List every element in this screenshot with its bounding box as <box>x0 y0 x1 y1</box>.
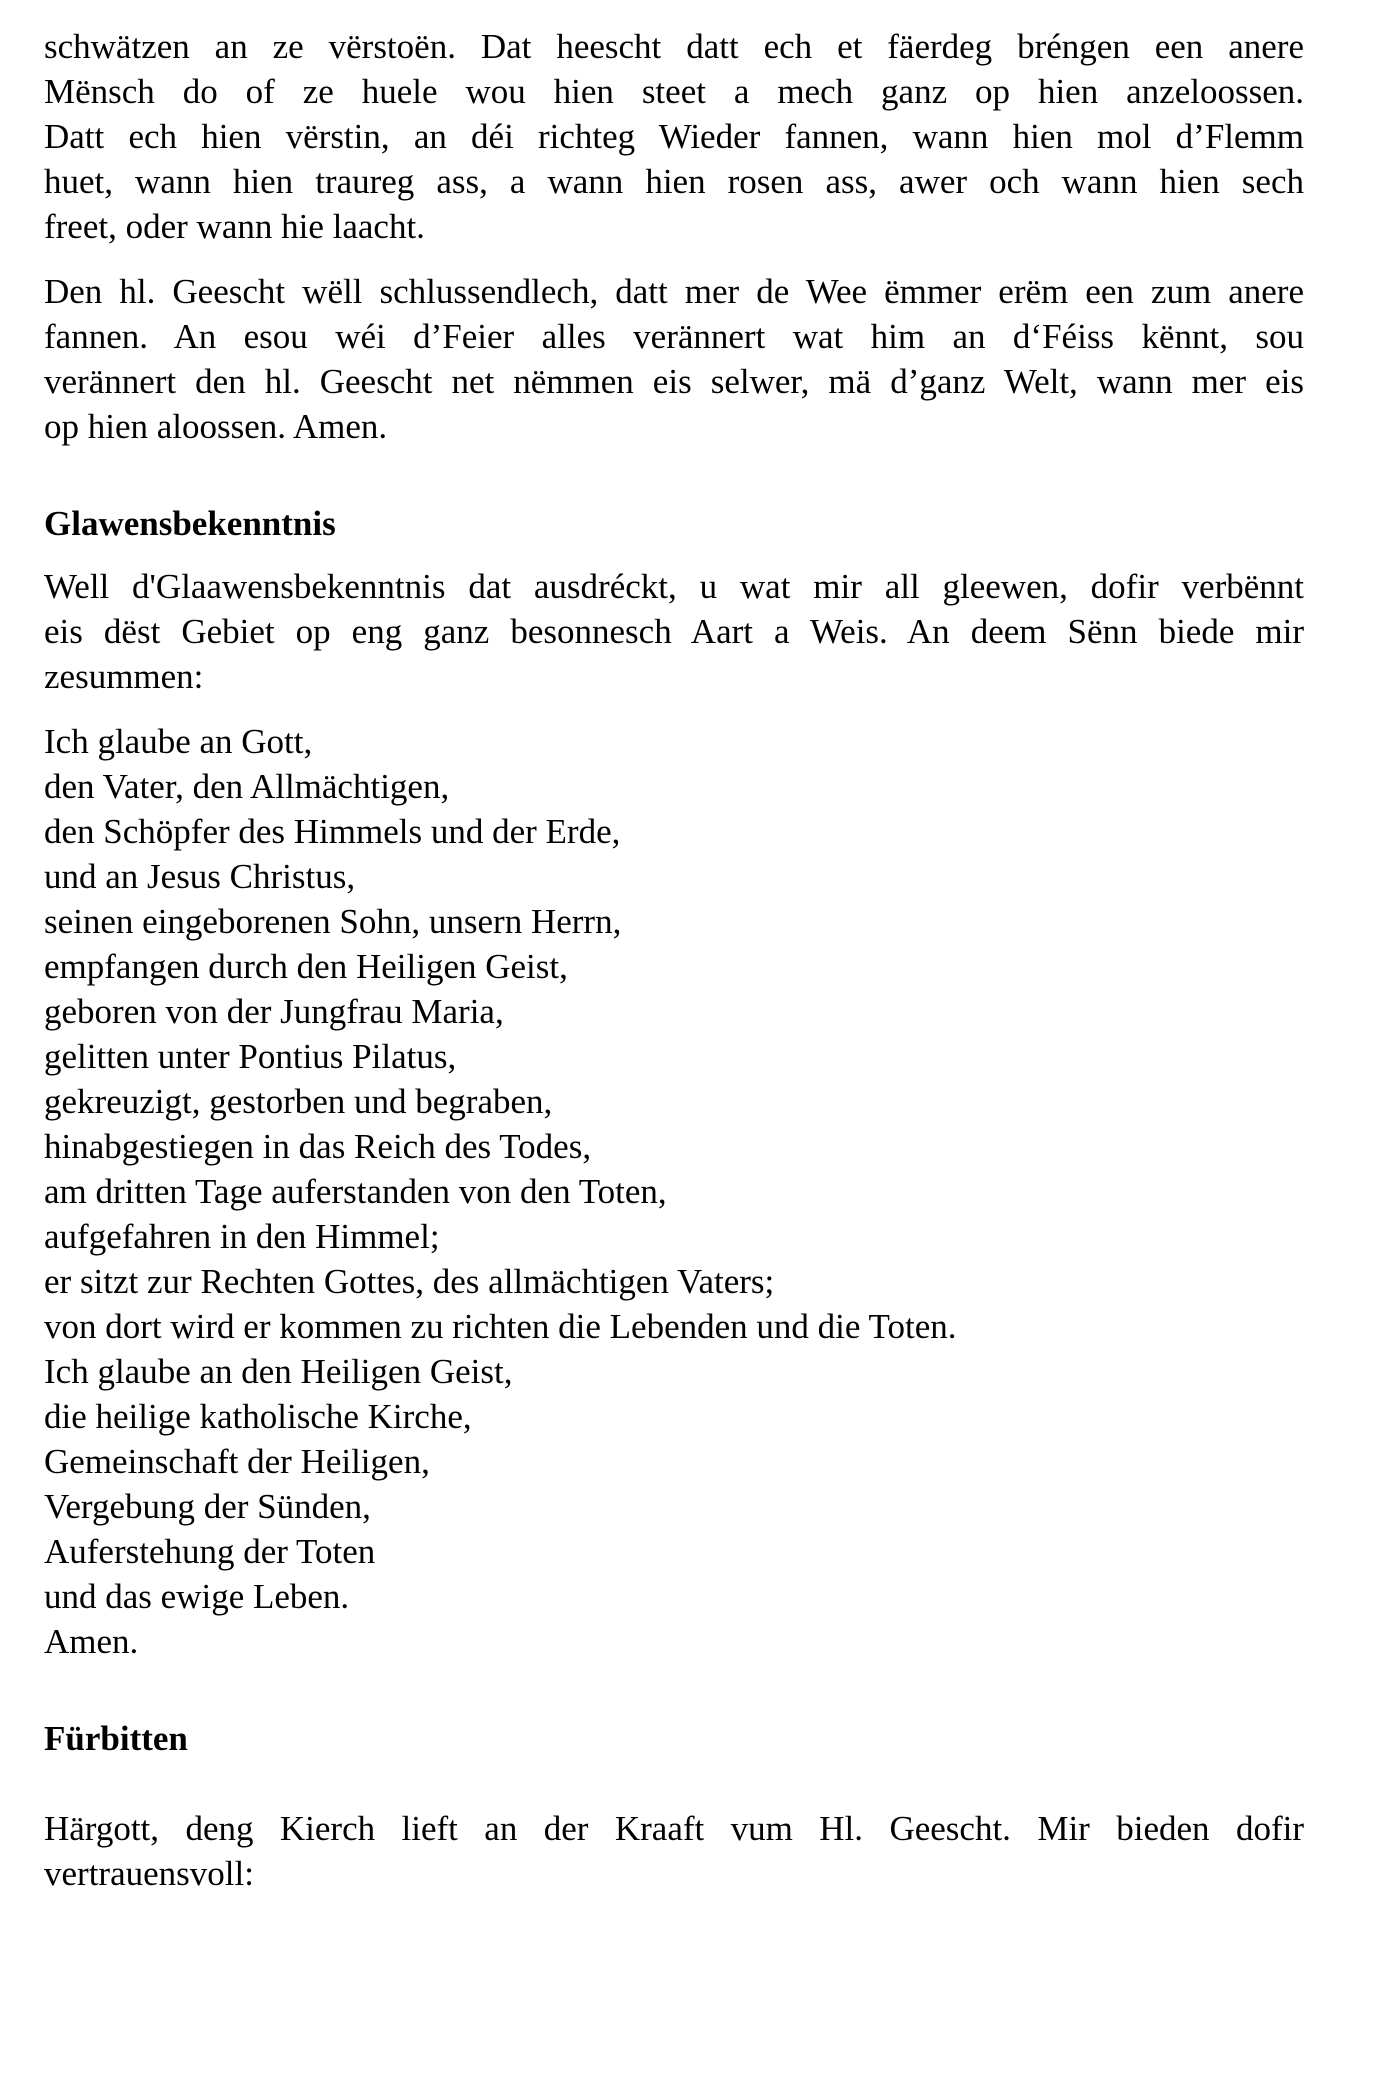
heading-glawensbekenntnis: Glawensbekenntnis <box>44 504 336 543</box>
text-line: zesummen: <box>44 657 204 696</box>
creed-line: von dort wird er kommen zu richten die Lebenden und die Toten. <box>44 1307 957 1346</box>
text-line: Well d'Glaawensbekenntnis dat ausdréckt, u wat mir all gleewen, dofir verbënnt <box>44 567 1304 606</box>
creed-line: Gemeinschaft der Heiligen, <box>44 1442 430 1481</box>
paragraph-intro <box>44 24 1304 249</box>
text-line: fannen. An esou wéi d’Feier alles verännert wat him an d‘Féiss kënnt, sou <box>44 317 1304 356</box>
creed-line: Ich glaube an Gott, <box>44 722 313 761</box>
document-page <box>44 24 1304 1914</box>
creed-line: den Schöpfer des Himmels und der Erde, <box>44 812 621 851</box>
creed-line: Amen. <box>44 1622 139 1661</box>
creed-line: Ich glaube an den Heiligen Geist, <box>44 1352 513 1391</box>
creed-line: hinabgestiegen in das Reich des Todes, <box>44 1127 592 1166</box>
heading-fuerbitten: Fürbitten <box>44 1719 188 1758</box>
creed-line: die heilige katholische Kirche, <box>44 1397 472 1436</box>
creed-line: und an Jesus Christus, <box>44 857 356 896</box>
creed-line: Vergebung der Sünden, <box>44 1487 371 1526</box>
creed-line: empfangen durch den Heiligen Geist, <box>44 947 568 986</box>
text-line: op hien aloossen. Amen. <box>44 407 388 446</box>
creed-line: aufgefahren in den Himmel; <box>44 1217 440 1256</box>
creed-line: geboren von der Jungfrau Maria, <box>44 992 504 1031</box>
text-line: Datt ech hien vërstin, an déi richteg Wieder fannen, wann hien mol d’Flemm <box>44 117 1304 156</box>
text-line: huet, wann hien traureg ass, a wann hien rosen ass, awer och wann hien sech <box>44 162 1304 201</box>
text-line: verännert den hl. Geescht net nëmmen eis selwer, mä d’ganz Welt, wann mer eis <box>44 362 1304 401</box>
text-line: Härgott, deng Kierch lieft an der Kraaft vum Hl. Geescht. Mir bieden dofir <box>44 1809 1304 1848</box>
creed-line: gekreuzigt, gestorben und begraben, <box>44 1082 553 1121</box>
creed-line: gelitten unter Pontius Pilatus, <box>44 1037 457 1076</box>
text-line: schwätzen an ze vërstoën. Dat heescht datt ech et fäerdeg bréngen een anere <box>44 27 1304 66</box>
paragraph-intercessions <box>44 1806 1304 1896</box>
creed-line: am dritten Tage auferstanden von den Toten, <box>44 1172 667 1211</box>
creed-line: und das ewige Leben. <box>44 1577 350 1616</box>
paragraph-creed-intro <box>44 564 1304 699</box>
creed-line: seinen eingeborenen Sohn, unsern Herrn, <box>44 902 622 941</box>
text-line: Mënsch do of ze huele wou hien steet a mech ganz op hien anzeloossen. <box>44 72 1304 111</box>
creed-line: den Vater, den Allmächtigen, <box>44 767 450 806</box>
creed-text <box>44 719 1304 1664</box>
creed-line: Auferstehung der Toten <box>44 1532 376 1571</box>
text-line: Den hl. Geescht wëll schlussendlech, datt mer de Wee ëmmer erëm een zum anere <box>44 272 1304 311</box>
paragraph-holy-spirit <box>44 269 1304 449</box>
text-line: eis dëst Gebiet op eng ganz besonnesch Aart a Weis. An deem Sënn biede mir <box>44 612 1304 651</box>
text-line: vertrauensvoll: <box>44 1854 254 1893</box>
creed-line: er sitzt zur Rechten Gottes, des allmächtigen Vaters; <box>44 1262 775 1301</box>
text-line: freet, oder wann hie laacht. <box>44 207 425 246</box>
